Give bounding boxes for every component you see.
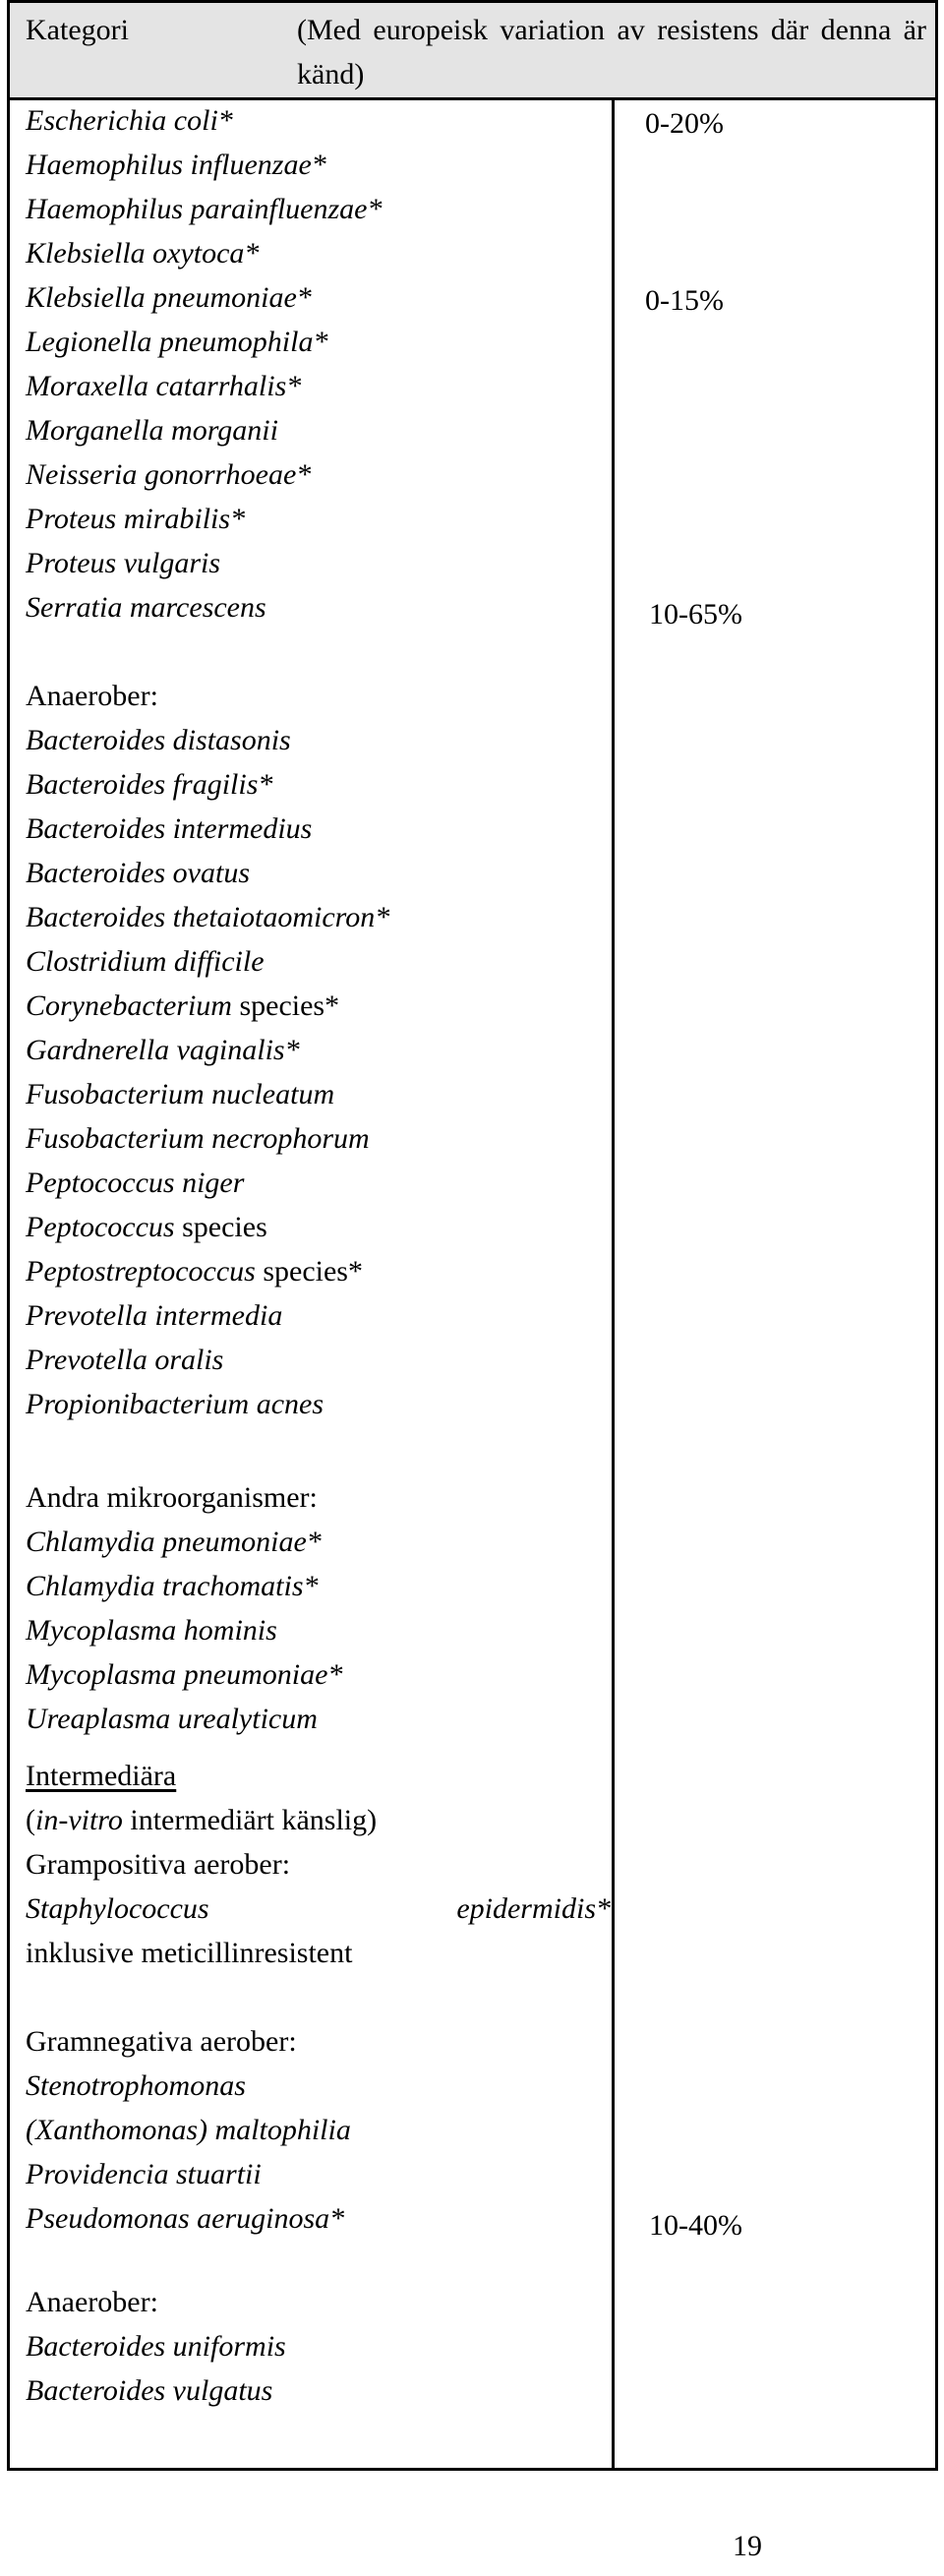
in-vitro-term: in-vitro: [35, 1804, 123, 1836]
category-description: [26, 1798, 377, 1842]
organism-item: Prevotella oralis: [26, 1344, 224, 1376]
header-category: Kategori: [26, 14, 129, 46]
organism-item: Providencia stuartii: [26, 2158, 262, 2190]
organism-item: Haemophilus influenzae*: [26, 149, 326, 181]
section-heading: Andra mikroorganismer:: [26, 1481, 318, 1514]
organism-item: Prevotella intermedia: [26, 1299, 283, 1332]
resistance-percent: 10-65%: [649, 598, 742, 630]
organism-item: Bacteroides fragilis*: [26, 768, 273, 801]
organism-note: inklusive meticillinresistent: [26, 1937, 353, 1969]
table-border-left: [7, 0, 10, 2471]
table-border-bottom: [7, 2468, 938, 2471]
organism-item: Bacteroides vulgatus: [26, 2374, 273, 2407]
organism-item: Bacteroides distasonis: [26, 724, 291, 756]
organism-item: Clostridium difficile: [26, 945, 265, 978]
genus-name: Corynebacterium: [26, 989, 232, 1022]
section-heading: Anaerober:: [26, 680, 158, 712]
section-heading: Gramnegativa aerober:: [26, 2025, 297, 2058]
organism-item: Stenotrophomonas: [26, 2069, 246, 2102]
resistance-percent: 0-20%: [645, 107, 724, 140]
organism-item: Gardnerella vaginalis*: [26, 1034, 300, 1066]
organism-item: Klebsiella pneumoniae*: [26, 281, 312, 314]
organism-item: Pseudomonas aeruginosa*: [26, 2202, 345, 2235]
organism-item: [26, 984, 339, 1028]
organism-item: [26, 1205, 267, 1249]
paren-open: (: [26, 1804, 35, 1836]
genus-name: Peptostreptococcus: [26, 1255, 256, 1288]
organism-item: Legionella pneumophila*: [26, 326, 328, 358]
section-heading: Anaerober:: [26, 2286, 158, 2318]
organism-item: [26, 1249, 363, 1293]
organism-item: Bacteroides uniformis: [26, 2330, 286, 2363]
genus-name: Peptococcus: [26, 1211, 175, 1243]
organism-item: [26, 1887, 611, 1931]
species-suffix: species*: [255, 1255, 363, 1288]
organism-item: Neisseria gonorrhoeae*: [26, 458, 312, 491]
table-column-divider: [612, 97, 615, 2471]
organism-item: Mycoplasma pneumoniae*: [26, 1658, 343, 1691]
table-border-top: [7, 0, 938, 3]
organism-item: Ureaplasma urealyticum: [26, 1703, 318, 1735]
organism-item: Mycoplasma hominis: [26, 1614, 277, 1647]
organism-item: Fusobacterium necrophorum: [26, 1122, 370, 1155]
organism-item: Bacteroides ovatus: [26, 857, 251, 889]
organism-item: Haemophilus parainfluenzae*: [26, 193, 383, 225]
header-variation: (Med europeisk variation av resistens där denna är känd): [297, 14, 926, 90]
organism-item: Proteus vulgaris: [26, 547, 221, 579]
species-name: epidermidis*: [456, 1892, 611, 1925]
resistance-percent: 0-15%: [645, 284, 724, 317]
organism-item: Chlamydia pneumoniae*: [26, 1526, 322, 1558]
table-border-right: [935, 0, 938, 2471]
organism-item: Bacteroides thetaiotaomicron*: [26, 901, 390, 933]
genus-name: Staphylococcus: [26, 1892, 209, 1925]
organism-item: Fusobacterium nucleatum: [26, 1078, 335, 1110]
organism-item: Bacteroides intermedius: [26, 812, 313, 845]
organism-item: (Xanthomonas) maltophilia: [26, 2114, 351, 2146]
organism-item: Peptococcus niger: [26, 1167, 245, 1199]
page-number: 19: [733, 2530, 762, 2562]
section-heading: Grampositiva aerober:: [26, 1848, 291, 1881]
organism-item: Chlamydia trachomatis*: [26, 1570, 319, 1602]
organism-item: Escherichia coli*: [26, 104, 233, 137]
organism-item: Proteus mirabilis*: [26, 503, 246, 535]
resistance-percent: 10-40%: [649, 2209, 742, 2242]
category-heading: Intermediära: [26, 1760, 177, 1792]
organism-item: Klebsiella oxytoca*: [26, 237, 260, 270]
organism-item: Serratia marcescens: [26, 591, 266, 624]
organism-item: Morganella morganii: [26, 414, 278, 447]
description-rest: intermediärt känslig): [122, 1804, 378, 1836]
organism-item: Moraxella catarrhalis*: [26, 370, 302, 402]
species-suffix: species: [174, 1211, 267, 1243]
organism-item: Propionibacterium acnes: [26, 1388, 324, 1420]
species-suffix: species*: [231, 989, 340, 1022]
